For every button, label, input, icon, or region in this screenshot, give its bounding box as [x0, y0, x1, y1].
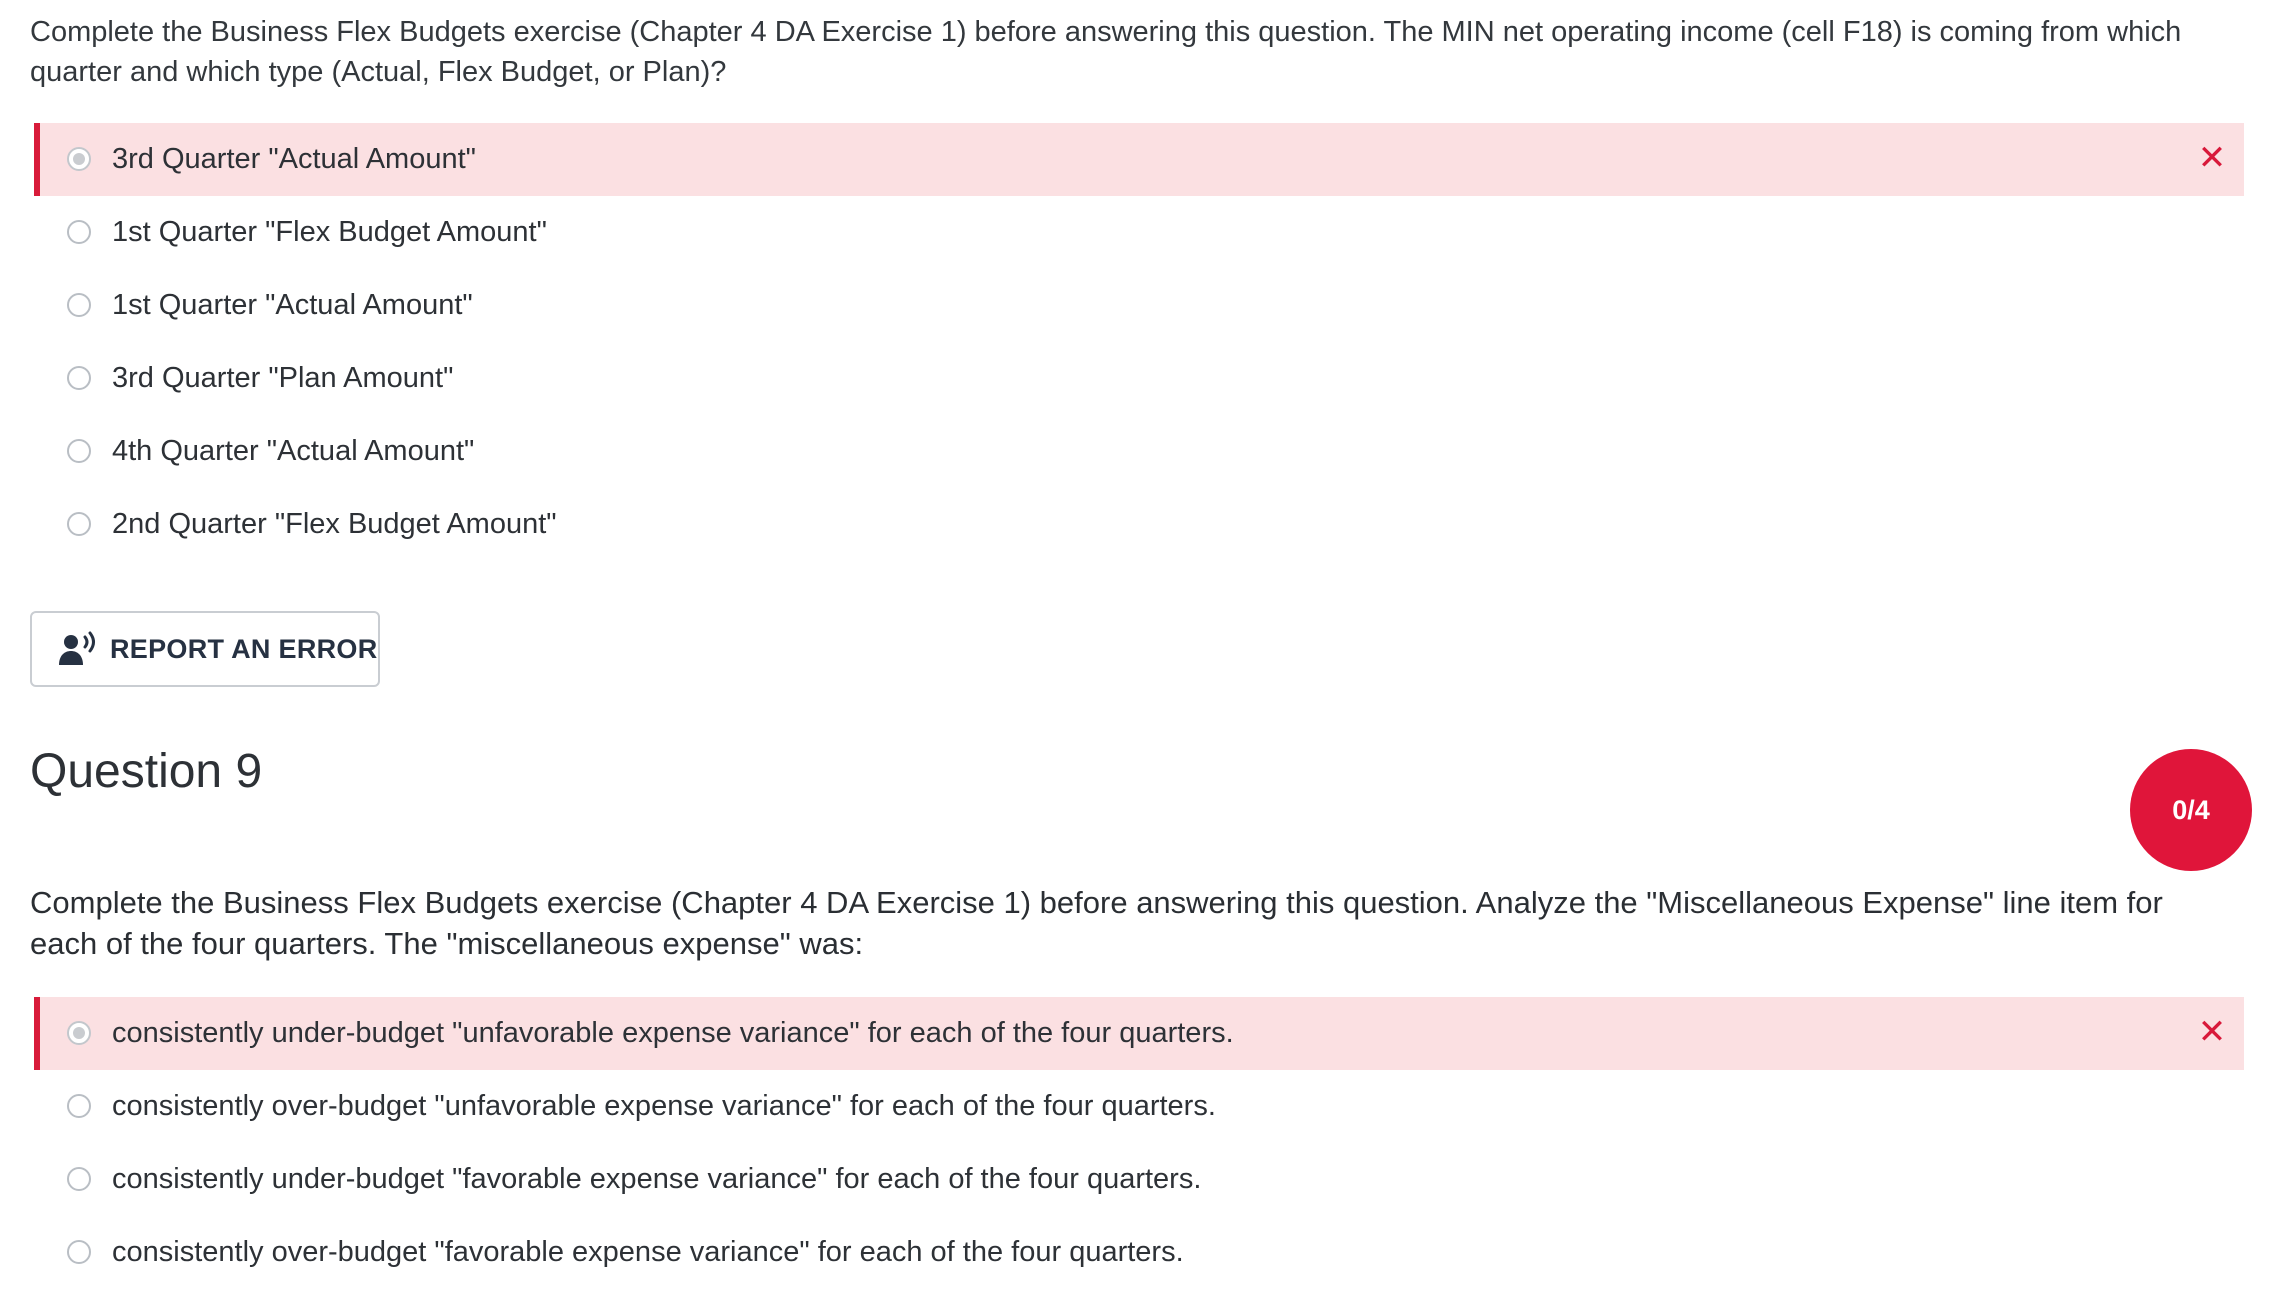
question-8-text: Complete the Business Flex Budgets exercise (Chapter 4 DA Exercise 1) before answering this question. The MIN net operating income (cell F18) is coming from which quarter and which type (Actual, Flex Budget, or Plan)? — [30, 16, 2182, 88]
incorrect-x-icon: ✕ — [2197, 139, 2227, 177]
answer-option[interactable] — [34, 415, 2244, 488]
answer-label: 3rd Quarter "Plan Amount" — [112, 362, 454, 394]
radio-button-selected[interactable] — [67, 147, 91, 171]
answer-option[interactable] — [34, 1143, 2244, 1216]
answer-option[interactable] — [34, 1070, 2244, 1143]
radio-button[interactable] — [67, 1094, 91, 1118]
report-voice-icon — [58, 631, 100, 667]
radio-button[interactable] — [67, 293, 91, 317]
radio-button[interactable] — [67, 439, 91, 463]
radio-button-selected[interactable] — [67, 1021, 91, 1045]
answer-option[interactable] — [34, 196, 2244, 269]
answer-label: 1st Quarter "Actual Amount" — [112, 289, 473, 321]
answer-option[interactable] — [34, 488, 2244, 561]
radio-button[interactable] — [67, 1167, 91, 1191]
answer-label: 4th Quarter "Actual Amount" — [112, 435, 475, 467]
radio-button[interactable] — [67, 220, 91, 244]
question-8-answers — [34, 123, 2244, 561]
radio-button[interactable] — [67, 1240, 91, 1264]
radio-button[interactable] — [67, 512, 91, 536]
answer-label: consistently over-budget "unfavorable expense variance" for each of the four quarters. — [112, 1090, 1216, 1122]
report-error-button[interactable] — [30, 611, 380, 687]
radio-button[interactable] — [67, 366, 91, 390]
answer-option[interactable] — [34, 342, 2244, 415]
answer-label: 2nd Quarter "Flex Budget Amount" — [112, 508, 557, 540]
answer-option[interactable] — [34, 1216, 2244, 1289]
question-9-text: Complete the Business Flex Budgets exercise (Chapter 4 DA Exercise 1) before answering this question. Analyze the "Miscellaneous Expense" line item for each of the four quarters. The "miscellaneous expense" was: — [30, 885, 2163, 961]
answer-option[interactable] — [34, 997, 2244, 1070]
answer-label: 1st Quarter "Flex Budget Amount" — [112, 216, 547, 248]
question-9-answers — [34, 997, 2244, 1289]
answer-option[interactable] — [34, 123, 2244, 196]
answer-option[interactable] — [34, 269, 2244, 342]
answer-label: consistently over-budget "favorable expense variance" for each of the four quarters. — [112, 1236, 1184, 1268]
incorrect-x-icon: ✕ — [2197, 1013, 2227, 1051]
question-9-heading: Question 9 — [30, 745, 263, 798]
answer-label: 3rd Quarter "Actual Amount" — [112, 143, 476, 175]
report-error-label: REPORT AN ERROR — [110, 633, 378, 664]
score-badge: 0/4 — [2130, 749, 2252, 871]
answer-label: consistently under-budget "favorable expense variance" for each of the four quarters. — [112, 1163, 1202, 1195]
answer-label: consistently under-budget "unfavorable expense variance" for each of the four quarters. — [112, 1017, 1234, 1049]
